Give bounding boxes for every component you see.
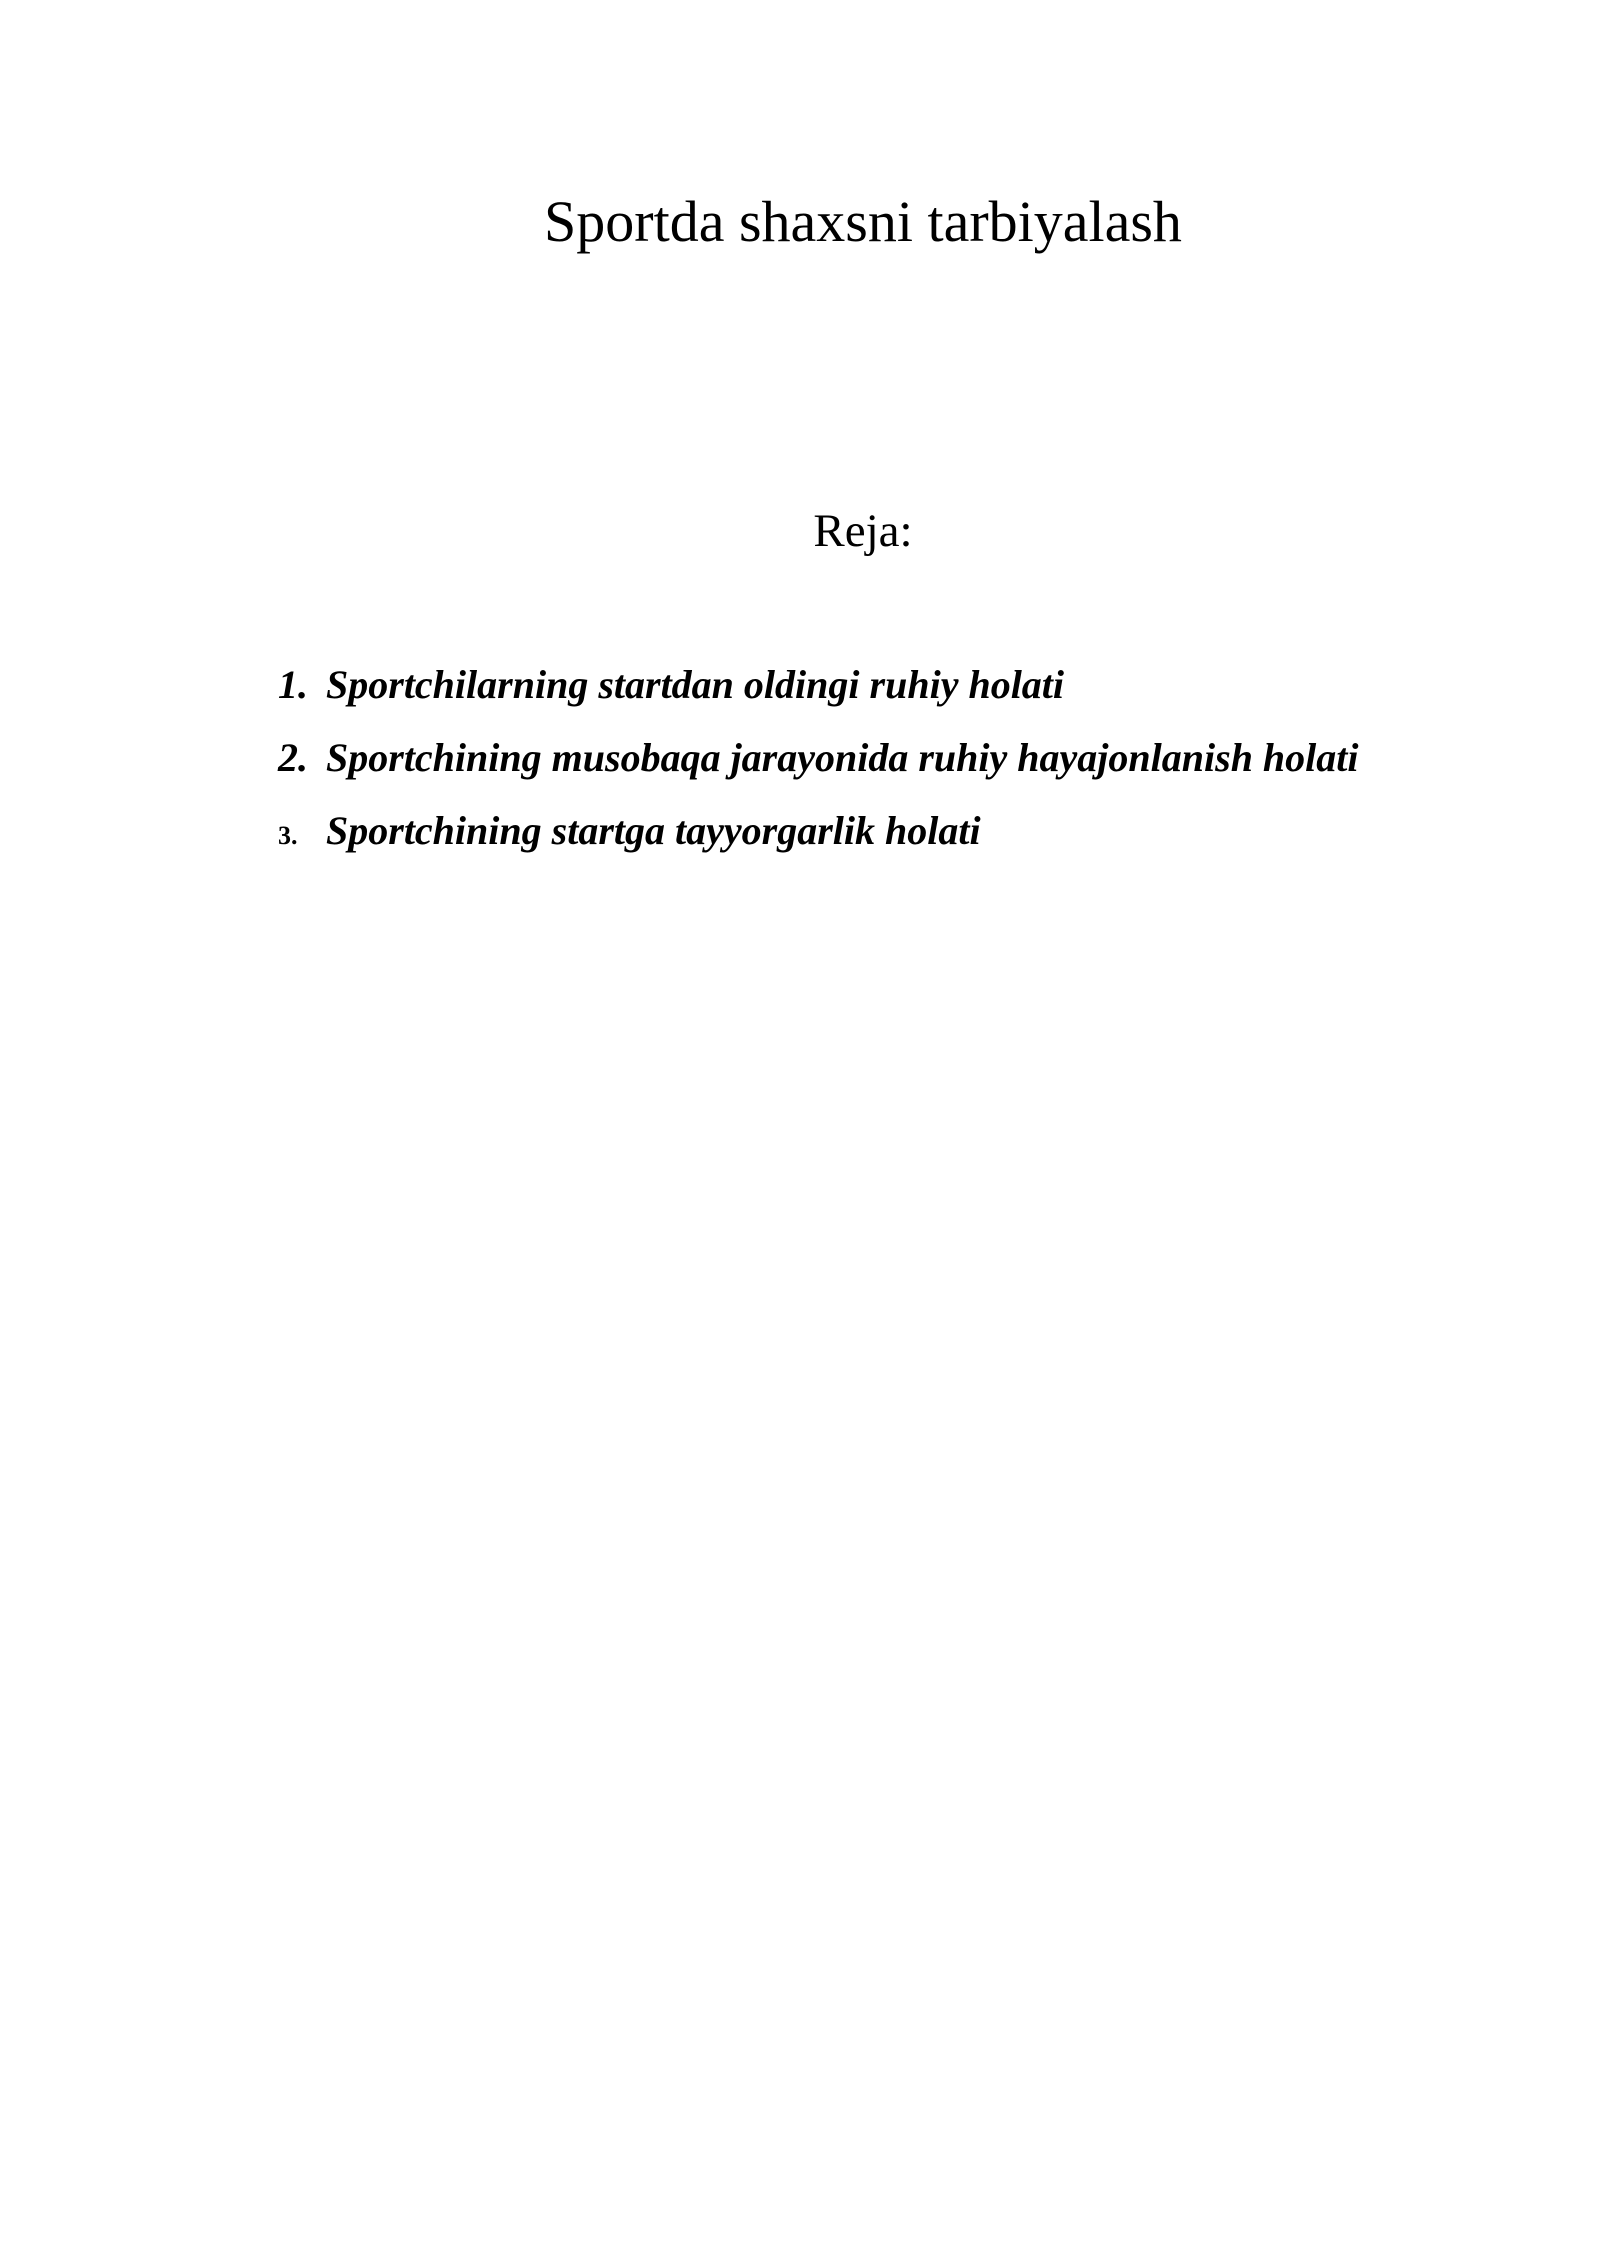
plan-item-number: 2. (278, 735, 308, 780)
document-title: Sportda shaxsni tarbiyalash (544, 188, 1182, 254)
plan-list (278, 648, 1359, 867)
plan-heading: Reja: (813, 505, 913, 557)
plan-item-text: Sportchining musobaqa jarayonida ruhiy hayajonlanish holati (326, 735, 1359, 780)
plan-item (278, 648, 1359, 721)
plan-item (278, 794, 1359, 867)
plan-item-number: 1. (278, 662, 308, 707)
plan-item-number: 3. (278, 821, 298, 850)
plan-item-text: Sportchilarning startdan oldingi ruhiy holati (326, 662, 1065, 707)
plan-item (278, 721, 1359, 794)
plan-item-text: Sportchining startga tayyorgarlik holati (326, 808, 981, 853)
